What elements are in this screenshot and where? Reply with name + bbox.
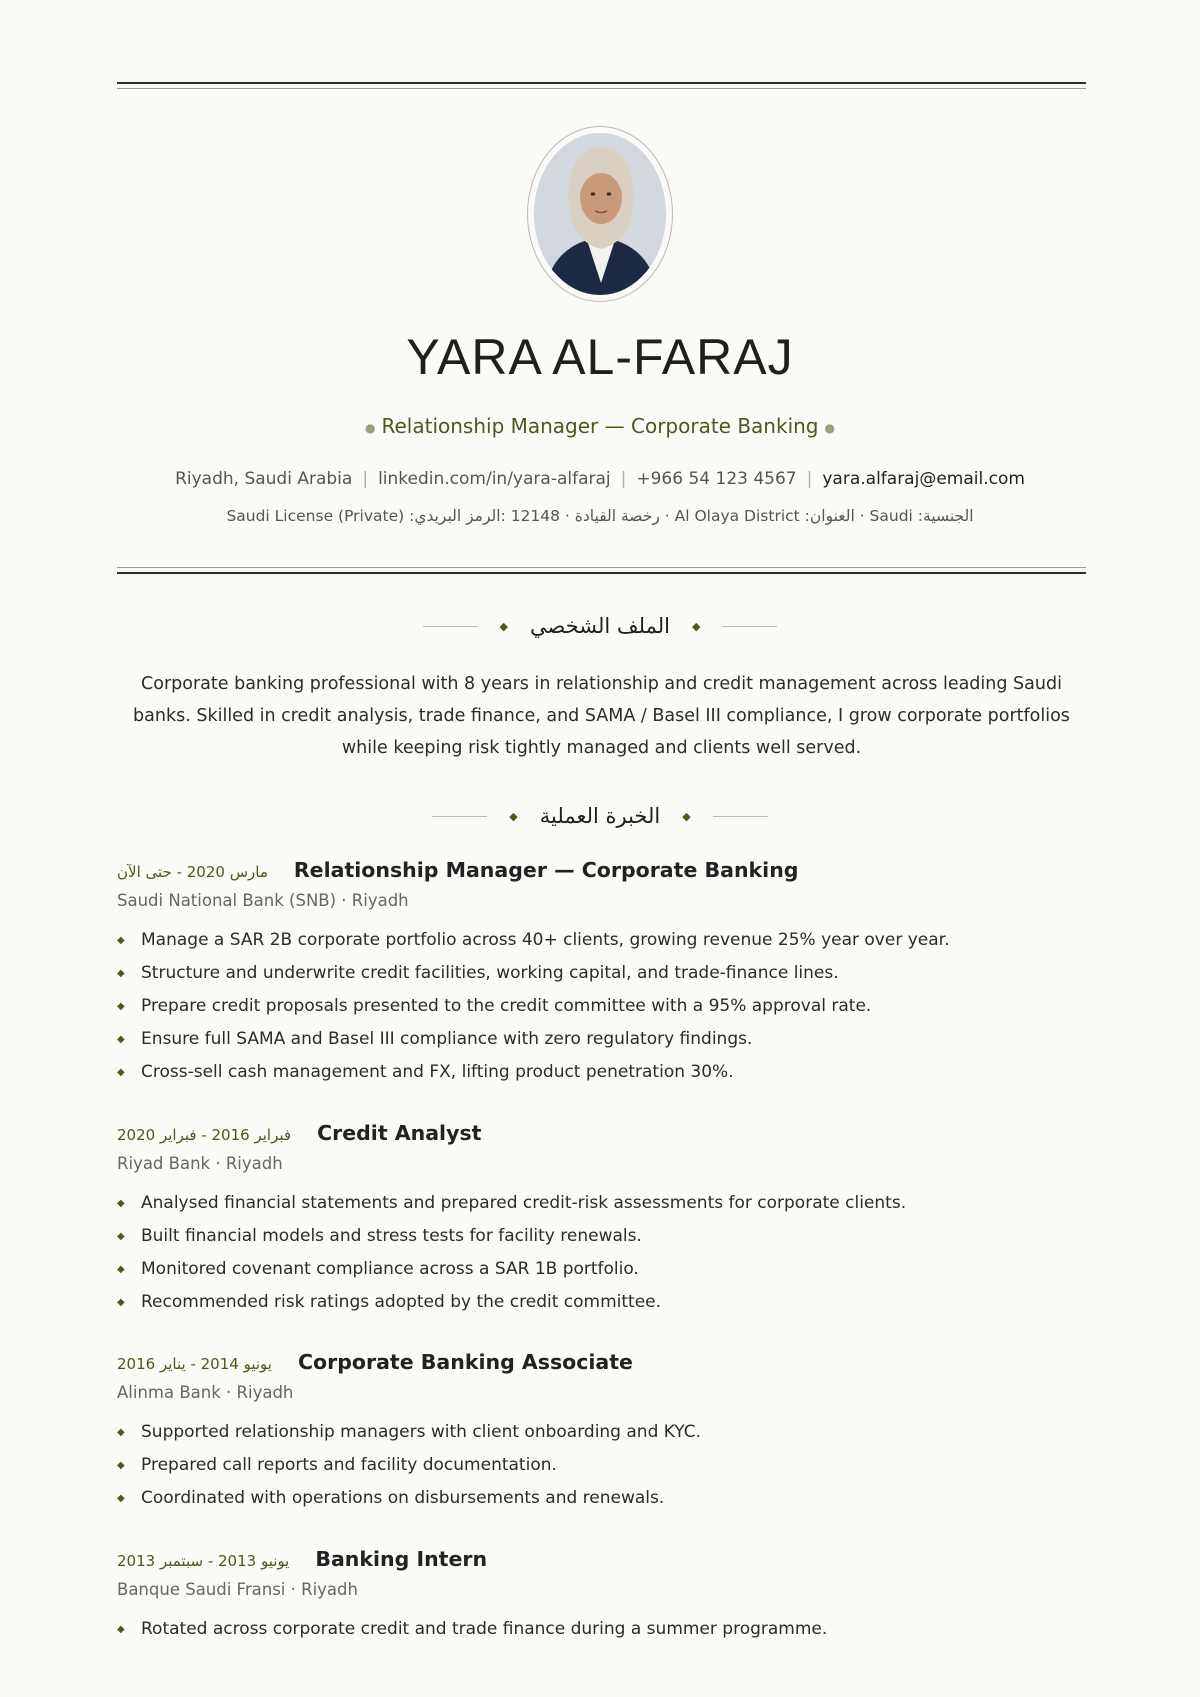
contact-line	[0, 469, 1200, 489]
profile-photo	[534, 133, 666, 295]
job-bullet: ◆ Supported relationship managers with client onboarding and KYC.	[117, 1416, 1086, 1449]
job-dates: فبراير 2016 - فبراير 2020	[117, 1126, 292, 1144]
job-bullets	[117, 1613, 1086, 1646]
diamond-bullet-icon: ◆	[117, 935, 125, 946]
job-bullet: ◆ Built financial models and stress tests for facility renewals.	[117, 1220, 1086, 1253]
diamond-icon: ◆	[509, 809, 518, 823]
heading-line	[713, 816, 768, 817]
diamond-bullet-icon: ◆	[117, 1460, 125, 1471]
profile-photo-frame	[527, 126, 673, 302]
diamond-bullet-icon: ◆	[117, 1001, 125, 1012]
job-dates: مارس 2020 - حتى الآن	[117, 863, 268, 881]
headline	[0, 414, 1200, 438]
portrait-image	[534, 133, 666, 295]
job-entry	[117, 1350, 1086, 1515]
job-entry	[117, 1547, 1086, 1646]
heading-line	[432, 816, 487, 817]
top-divider	[117, 82, 1086, 89]
job-bullet: ◆ Structure and underwrite credit facilities, working capital, and trade-finance lines.	[117, 957, 1086, 990]
job-bullet: ◆ Cross-sell cash management and FX, lifting product penetration 30%.	[117, 1056, 1086, 1089]
job-bullet: ◆ Prepared call reports and facility documentation.	[117, 1449, 1086, 1482]
job-bullet: ◆ Coordinated with operations on disbursements and renewals.	[117, 1482, 1086, 1515]
candidate-name: YARA AL-FARAJ	[406, 329, 794, 385]
profile-heading-text: الملف الشخصي	[530, 614, 670, 638]
job-bullets	[117, 1187, 1086, 1319]
diamond-bullet-icon: ◆	[117, 1297, 125, 1308]
experience-section-heading	[0, 804, 1200, 828]
contact-phone[interactable]: +966 54 123 4567	[636, 469, 797, 489]
personal-details: Saudi License (Private) :رخصة القيادة · 12148 :الرمز البريدي · Al Olaya District :العنوان · Saudi :الجنسية	[226, 507, 974, 525]
diamond-bullet-icon: ◆	[117, 1624, 125, 1635]
diamond-bullet-icon: ◆	[117, 1264, 125, 1275]
diamond-bullet-icon: ◆	[117, 1231, 125, 1242]
job-bullet: ◆ Analysed financial statements and prepared credit-risk assessments for corporate clients.	[117, 1187, 1086, 1220]
headline-dot-icon: ●	[824, 420, 835, 435]
job-title: Relationship Manager — Corporate Banking	[293, 858, 799, 882]
job-bullet: ◆ Manage a SAR 2B corporate portfolio across 40+ clients, growing revenue 25% year over year.	[117, 924, 1086, 957]
contact-linkedin[interactable]: linkedin.com/in/yara-alfaraj	[378, 469, 611, 489]
contact-email[interactable]: yara.alfaraj@email.com	[822, 469, 1025, 489]
job-bullet: ◆ Recommended risk ratings adopted by the credit committee.	[117, 1286, 1086, 1319]
separator: |	[362, 469, 369, 489]
diamond-bullet-icon: ◆	[117, 1198, 125, 1209]
job-bullets	[117, 924, 1086, 1089]
diamond-icon: ◆	[691, 619, 701, 633]
job-organization: Saudi National Bank (SNB) · Riyadh	[117, 891, 409, 910]
profile-summary: Corporate banking professional with 8 years in relationship and credit management across leading Saudi banks. Skilled in credit analysis, trade finance, and SAMA / Basel III compliance, I grow corporate portfolios while keeping risk tightly managed and clients well served.	[133, 674, 1070, 758]
job-organization: Riyad Bank · Riyadh	[117, 1154, 283, 1173]
job-title: Banking Intern	[315, 1547, 488, 1571]
job-bullets	[117, 1416, 1086, 1515]
job-dates: يونيو 2013 - سبتمبر 2013	[117, 1552, 290, 1570]
headline-text: Relationship Manager — Corporate Banking	[381, 414, 819, 438]
separator: |	[806, 469, 813, 489]
diamond-bullet-icon: ◆	[117, 1034, 125, 1045]
experience-heading-text: الخبرة العملية	[539, 804, 661, 828]
diamond-bullet-icon: ◆	[117, 968, 125, 979]
job-bullet: ◆ Monitored covenant compliance across a SAR 1B portfolio.	[117, 1253, 1086, 1286]
job-entry	[117, 858, 1086, 1089]
profile-section-heading	[0, 614, 1200, 638]
job-bullet: ◆ Rotated across corporate credit and trade finance during a summer programme.	[117, 1613, 1086, 1646]
header-bottom-divider	[117, 567, 1086, 574]
heading-line	[722, 626, 777, 627]
job-dates: يونيو 2014 - يناير 2016	[117, 1355, 272, 1373]
diamond-bullet-icon: ◆	[117, 1427, 125, 1438]
diamond-bullet-icon: ◆	[117, 1493, 125, 1504]
job-bullet: ◆ Prepare credit proposals presented to the credit committee with a 95% approval rate.	[117, 990, 1086, 1023]
diamond-bullet-icon: ◆	[117, 1067, 125, 1078]
job-title: Credit Analyst	[317, 1121, 482, 1145]
contact-location: Riyadh, Saudi Arabia	[175, 469, 353, 489]
heading-line	[423, 626, 478, 627]
diamond-icon: ◆	[499, 619, 508, 633]
job-bullet: ◆ Ensure full SAMA and Basel III compliance with zero regulatory findings.	[117, 1023, 1086, 1056]
headline-dot-icon: ●	[365, 420, 376, 435]
job-title: Corporate Banking Associate	[297, 1350, 633, 1374]
separator: |	[620, 469, 627, 489]
diamond-icon: ◆	[682, 809, 691, 823]
job-entry	[117, 1121, 1086, 1319]
job-organization: Banque Saudi Fransi · Riyadh	[117, 1580, 358, 1599]
job-organization: Alinma Bank · Riyadh	[117, 1383, 294, 1402]
